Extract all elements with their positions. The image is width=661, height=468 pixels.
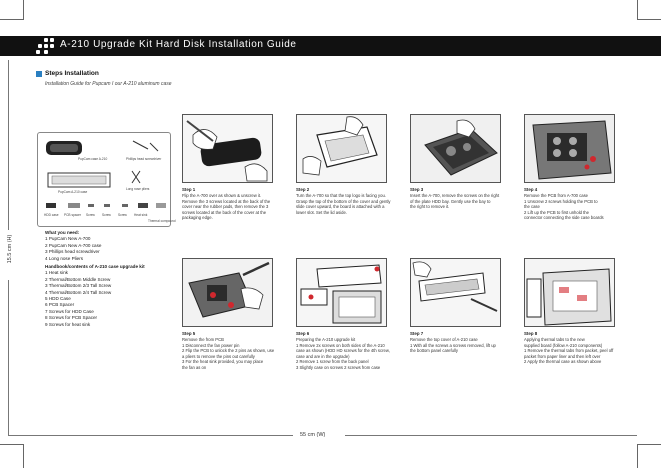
- width-guide-line: [345, 435, 637, 436]
- list-item: 5 HDD Case: [45, 296, 71, 302]
- brand-logo-icon: [36, 38, 56, 54]
- part-label: Screw: [86, 213, 95, 217]
- crop-mark: [23, 444, 24, 468]
- crop-mark: [0, 19, 24, 20]
- page-title: A-210 Upgrade Kit Hard Disk Installation Guide: [60, 39, 297, 50]
- section-heading: Steps Installation: [45, 70, 99, 77]
- part-label: Screw: [102, 213, 111, 217]
- step-line: case as shown (HDD HD screws for the 4th screw,: [296, 348, 390, 354]
- step-line: screws located at the back of the cover at the: [182, 209, 267, 215]
- step-line: Flip the A-700 over as shown & unscrew it.: [182, 193, 262, 198]
- step-line: supplied board (follow A-210 components): [524, 342, 603, 348]
- height-guide-line: [8, 280, 9, 435]
- step-8-photo: [524, 258, 615, 327]
- step-line: slide cover upward, the board is attached with a: [296, 204, 385, 210]
- step-line: 2 Apply the thermal case as shown above: [524, 359, 602, 365]
- list-item: 2 Thermal/Bottom Middle Screw: [45, 276, 111, 282]
- step-line: cover near the rubber pads, then remove the 3: [182, 204, 269, 210]
- step-label: Step 2: [296, 187, 310, 192]
- list-item: 9 Screws for heat sink: [45, 321, 91, 327]
- step-7-photo: [410, 258, 501, 327]
- step-line: 2 Flip the PCB to unlock the 2 pins as shown, use: [182, 348, 275, 354]
- section-subtitle: Installation Guide for Pupcam I our A-210 aluminum case: [45, 81, 172, 87]
- crop-mark: [23, 0, 24, 20]
- step-1-photo: [182, 114, 273, 183]
- step-line: Remove the PCB from A-700 case: [524, 193, 589, 198]
- step-description: [182, 193, 280, 221]
- step-description: [296, 337, 394, 371]
- height-label: 15.5 cm (H): [7, 234, 13, 264]
- step-line: 1 Remove 2x screws on both sides of the A-210: [296, 342, 385, 348]
- step-label: Step 1: [182, 187, 196, 192]
- list-item: 7 Screws for HDD Case: [45, 308, 94, 314]
- step-label: Step 6: [296, 331, 310, 336]
- list-item: 4 Thermal/Bottom 2/4 Tall Screw: [45, 289, 112, 295]
- step-line: Preparing the A-210 upgrade kit: [296, 337, 356, 342]
- step-6-photo: [296, 258, 387, 327]
- step-label: Step 8: [524, 331, 538, 336]
- list-item: 2 PupCam New A-700 case: [45, 242, 102, 248]
- list-item: 6 PCB Spacer: [45, 302, 75, 308]
- step-line: 3 Slightly case on screws 2 screws from case: [296, 364, 381, 370]
- part-label: Screw: [118, 213, 127, 217]
- crop-mark: [637, 0, 638, 20]
- step-line: case and are in the upgrade): [296, 353, 350, 359]
- list-heading: Handbook/contents of A-210 case upgrade kit: [45, 264, 145, 269]
- step-line: Applying thermal tabs to the new: [524, 337, 585, 342]
- crop-mark: [637, 444, 661, 445]
- step-line: 3 For the heat sink provided, you may place: [182, 359, 264, 365]
- step-description: [296, 193, 394, 215]
- step-2-photo: [296, 114, 387, 183]
- crop-mark: [637, 19, 661, 20]
- parts-overview-box: [37, 132, 176, 227]
- step-line: packet from paper liner and then left over: [524, 353, 601, 359]
- part-label: PupCam A-210 case: [58, 190, 88, 194]
- step-line: 1 Disconnect the fan power pin: [182, 342, 240, 348]
- step-label: Step 4: [524, 187, 538, 192]
- list-item: 3 Phillips head screwdriver: [45, 249, 100, 255]
- section-bullet-icon: [36, 71, 42, 77]
- part-label: Phillips head screwdriver: [126, 157, 162, 161]
- list-heading: What you need:: [45, 230, 80, 235]
- list-item: 4 Long nose Pliers: [45, 255, 84, 261]
- step-line: the case: [524, 204, 540, 210]
- step-line: 1 Unscrew 2 screws holding the PCB to: [524, 198, 598, 204]
- step-line: connector connecting the side case boards: [524, 215, 604, 221]
- step-line: Remove the 3 screws located at the back of the: [182, 198, 271, 204]
- step-line: lower slot. Set the lid aside.: [296, 209, 347, 215]
- step-line: 1 Remove the thermal tabs from packet, peel off: [524, 348, 614, 354]
- step-line: of the plate HDD bay. Gently use the bay to: [410, 198, 491, 204]
- crop-mark: [0, 444, 24, 445]
- step-label: Step 3: [410, 187, 424, 192]
- step-4-photo: [524, 114, 615, 183]
- step-line: Insert the A-700, remove the screws on the right: [410, 193, 500, 198]
- step-label: Step 7: [410, 331, 424, 336]
- height-guide-line: [8, 60, 9, 230]
- part-label: Long nose pliers: [126, 187, 150, 191]
- step-line: 2 Remove 1 screw from the back panel: [296, 359, 369, 365]
- step-description: [182, 337, 280, 371]
- what-you-need-list: [45, 230, 101, 262]
- step-5-photo: [182, 258, 273, 327]
- crop-mark: [637, 444, 638, 468]
- step-line: Remove the from PCB: [182, 337, 224, 342]
- step-line: the right to remove it.: [410, 204, 450, 210]
- list-item: 1 Heat sink: [45, 270, 68, 276]
- step-description: [524, 337, 622, 365]
- step-line: 1 With all the screws a screws removed, lift up: [410, 342, 496, 348]
- step-line: Remove the top cover of A-210 case: [410, 337, 478, 342]
- step-line: packaging edge.: [182, 215, 213, 221]
- list-item: 3 Thermal/Bottom 2/3 Tall Screw: [45, 283, 112, 289]
- step-3-photo: [410, 114, 501, 183]
- part-label: PupCam case A-210: [78, 157, 108, 161]
- width-label: 55 cm (W): [300, 432, 326, 438]
- step-description: [410, 337, 508, 354]
- part-label: Thermal compound: [148, 219, 176, 223]
- step-line: Turn the A-700 so that the top logo is facing you.: [296, 193, 386, 198]
- part-label: PCB spacer: [64, 213, 82, 217]
- step-line: Grasp the top of the bottom of the cover and gently: [296, 198, 391, 204]
- step-line: a pliers to remove the pins out carefully: [182, 353, 255, 359]
- part-label: HDD case: [44, 213, 59, 217]
- part-label: Heat sink: [134, 213, 148, 217]
- list-item: 1 PupCam New A-700: [45, 236, 91, 242]
- step-description: [524, 193, 622, 221]
- step-label: Step 5: [182, 331, 196, 336]
- width-guide-line: [8, 435, 293, 436]
- step-line: 2 Lift up the PCB to first unhold the: [524, 209, 589, 215]
- step-line: the fan as on: [182, 364, 207, 370]
- list-item: 8 Screws for PCB Spacer: [45, 315, 98, 321]
- handbook-list: [45, 264, 145, 328]
- step-description: [410, 193, 508, 210]
- step-line: the bottom panel carefully: [410, 348, 458, 354]
